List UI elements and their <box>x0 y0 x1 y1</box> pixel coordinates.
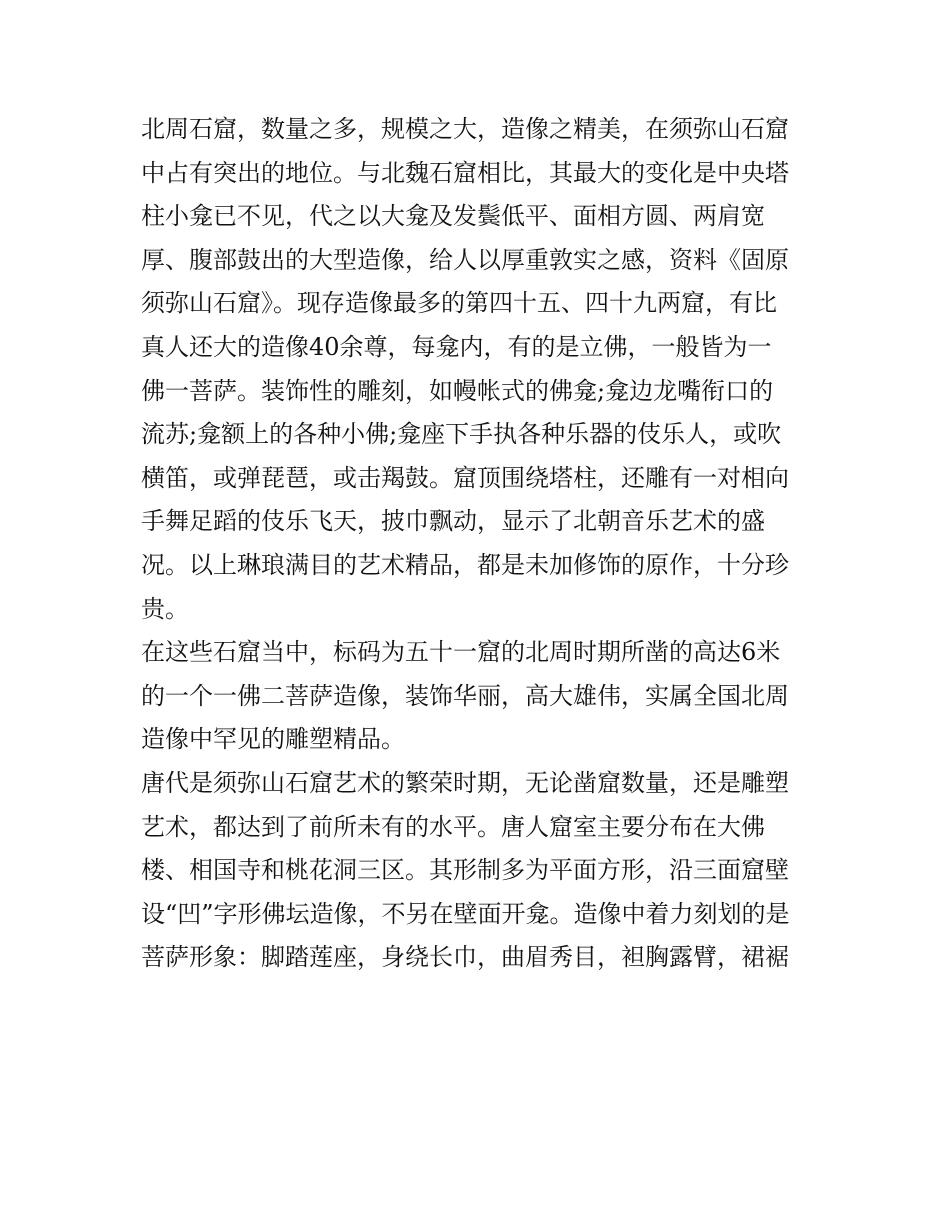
paragraph-tang-dynasty <box>141 762 813 980</box>
paragraph-northern-zhou-grottoes <box>141 108 813 631</box>
text-line: 流苏;龛额上的各种小佛;龛座下手执各种乐器的伎乐人，或吹 <box>141 420 782 449</box>
text-line: 的一个一佛二菩萨造像，装饰华丽，高大雄伟，实属全国北周 <box>141 681 789 710</box>
text-line: 在这些石窟当中，标码为五十一窟的北周时期所凿的高达6米 <box>141 638 781 667</box>
text-line: 横笛，或弹琵琶，或击羯鼓。窟顶围绕塔柱，还雕有一对相向 <box>141 463 789 492</box>
text-line: 贵。 <box>141 594 189 623</box>
text-line: 唐代是须弥山石窟艺术的繁荣时期，无论凿窟数量，还是雕塑 <box>141 768 789 797</box>
text-line: 手舞足蹈的伎乐飞天，披巾飘动，显示了北朝音乐艺术的盛 <box>141 507 765 536</box>
document-body <box>141 108 813 980</box>
text-line: 北周石窟，数量之多，规模之大，造像之精美，在须弥山石窟 <box>141 115 789 143</box>
text-line: 楼、相国寺和桃花洞三区。其形制多为平面方形，沿三面窟壁 <box>141 856 789 885</box>
paragraph-cave-51 <box>141 631 813 762</box>
text-line: 柱小龛已不见，代之以大龛及发鬓低平、面相方圆、两肩宽 <box>141 202 765 231</box>
text-line: 设“凹”字形佛坛造像，不另在壁面开龛。造像中着力刻划的是 <box>141 899 790 928</box>
text-line: 真人还大的造像40余尊，每龛内，有的是立佛，一般皆为一 <box>141 332 772 361</box>
text-line: 中占有突出的地位。与北魏石窟相比，其最大的变化是中央塔 <box>141 158 789 187</box>
text-line: 厚、腹部鼓出的大型造像，给人以厚重敦实之感，资料《固原 <box>141 245 789 274</box>
text-line: 佛一菩萨。装饰性的雕刻，如幔帐式的佛龛;龛边龙嘴衔口的 <box>141 376 774 405</box>
text-line: 须弥山石窟》。现存造像最多的第四十五、四十九两窟，有比 <box>141 289 777 318</box>
text-line: 造像中罕见的雕塑精品。 <box>141 725 405 754</box>
text-line: 菩萨形象：脚踏莲座，身绕长巾，曲眉秀目，袒胸露臂，裙裾 <box>141 943 789 972</box>
text-line: 况。以上琳琅满目的艺术精品，都是未加修饰的原作，十分珍 <box>141 550 789 579</box>
text-line: 艺术，都达到了前所未有的水平。唐人窟室主要分布在大佛 <box>141 812 765 841</box>
